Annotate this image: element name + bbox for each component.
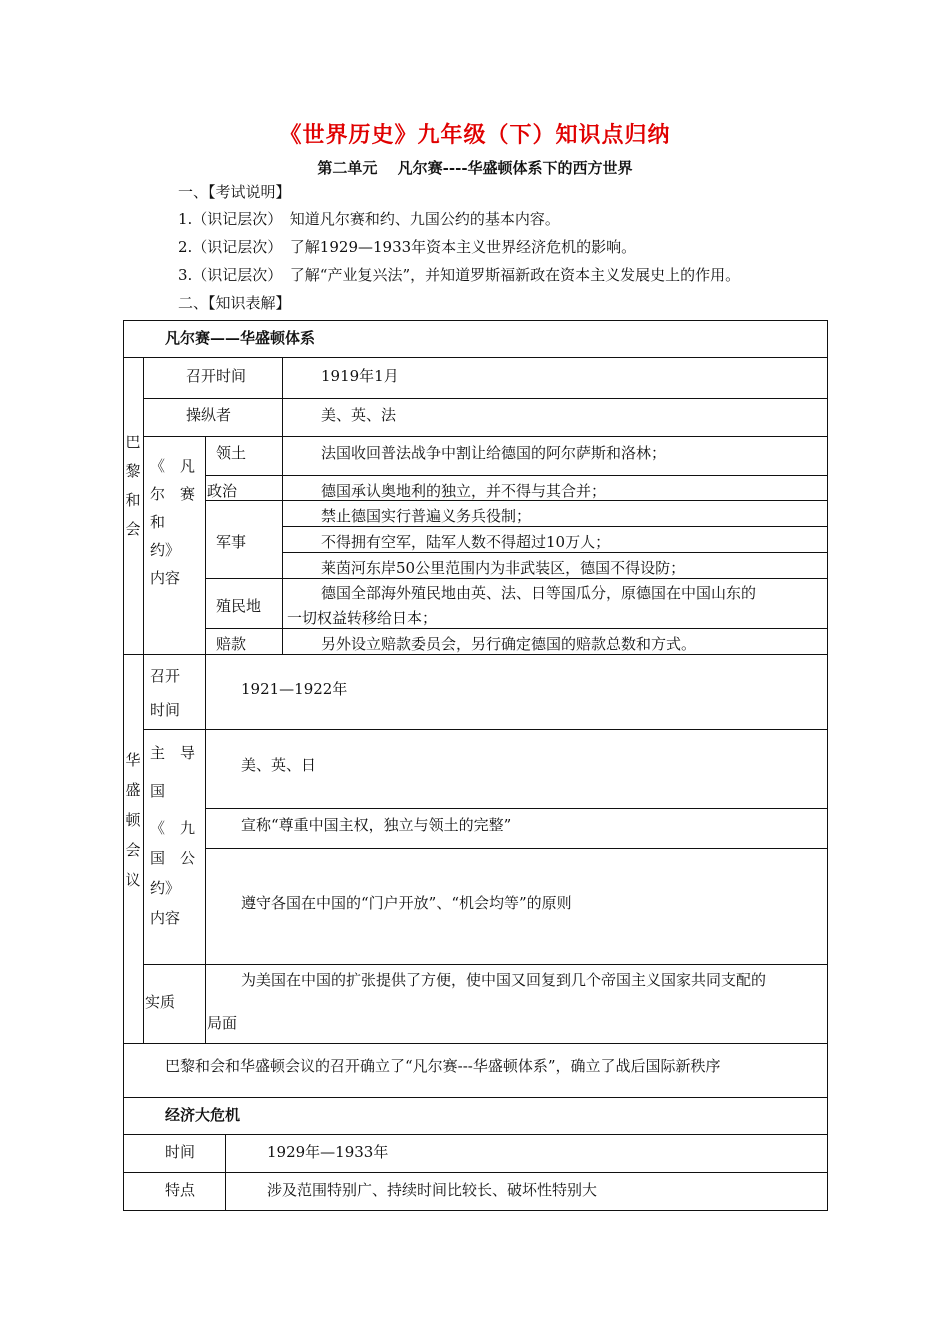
washington-conference-label: 华 盛 顿 会 议 [125,751,141,889]
politics-value: 德国承认奥地利的独立，并不得与其合并； [321,482,607,500]
table-header-versailles-washington: 凡尔赛——华盛顿体系 [165,329,316,347]
territory-value: 法国收回普法战争中割让给德国的阿尔萨斯和洛林； [321,444,667,462]
paris-controller-value: 美、英、法 [321,406,397,424]
exam-item-1: 1.（识记层次） 知道凡尔赛和约、九国公约的基本内容。 [178,210,560,228]
crisis-time-label: 时间 [165,1143,196,1161]
system-summary: 巴黎和会和华盛顿会议的召开确立了“凡尔赛---华盛顿体系”，确立了战后国际新秩序 [165,1057,721,1075]
nine-power-treaty-label: 《 九 国 公 约》 内容 [150,819,196,927]
washington-leader-value: 美、英、日 [241,756,317,774]
crisis-feature-value: 涉及范围特别广、持续时间比较长、破坏性特别大 [267,1181,598,1199]
military-value-3: 莱茵河东岸50公里范围内为非武装区，德国不得设防； [321,559,686,577]
military-value-2: 不得拥有空军，陆军人数不得超过10万人； [321,533,611,551]
essence-value-2: 局面 [207,1014,238,1032]
washington-time-label: 召开 时间 [150,667,181,719]
nine-power-treaty-value-1: 宣称“尊重中国主权，独立与领土的完整” [241,816,512,834]
politics-label: 政治 [207,482,238,500]
document-subtitle: 第二单元 凡尔赛----华盛顿体系下的西方世界 [317,159,633,177]
section-table-heading: 二、【知识表解】 [178,294,291,312]
exam-item-2: 2.（识记层次） 了解1929—1933年资本主义世界经济危机的影响。 [178,238,637,256]
military-label: 军事 [216,533,247,551]
table-header-economic-crisis: 经济大危机 [165,1106,241,1124]
territory-label: 领土 [216,444,247,462]
paris-time-label: 召开时间 [186,367,247,385]
colony-label: 殖民地 [216,597,262,615]
versailles-treaty-label: 《 凡 尔 赛 和 约》 内容 [150,457,196,587]
washington-leader-label: 主 导 国 [150,744,196,800]
paris-conference-label: 巴 黎 和 会 [125,433,141,538]
reparation-value: 另外设立赔款委员会，另行确定德国的赔款总数和方式。 [321,635,697,653]
exam-item-3: 3.（识记层次） 了解“产业复兴法”，并知道罗斯福新政在资本主义发展史上的作用。 [178,266,741,284]
reparation-label: 赔款 [216,635,247,653]
nine-power-treaty-value-2: 遵守各国在中国的“门户开放”、“机会均等”的原则 [241,894,572,912]
paris-controller-label: 操纵者 [186,406,232,424]
colony-value-2: 一切权益转移给日本； [287,609,438,627]
document-title: 《世界历史》九年级（下）知识点归纳 [279,122,671,148]
washington-time-value: 1921—1922年 [241,680,348,698]
colony-value-1: 德国全部海外殖民地由英、法、日等国瓜分，原德国在中国山东的 [321,584,757,602]
crisis-feature-label: 特点 [165,1181,196,1199]
essence-label: 实质 [145,993,176,1011]
crisis-time-value: 1929年—1933年 [267,1143,389,1161]
essence-value-1: 为美国在中国的扩张提供了方便，使中国又回复到几个帝国主义国家共同支配的 [241,971,767,989]
paris-time-value: 1919年1月 [321,367,399,385]
section-exam-heading: 一、【考试说明】 [178,183,291,201]
military-value-1: 禁止德国实行普遍义务兵役制； [321,507,532,525]
